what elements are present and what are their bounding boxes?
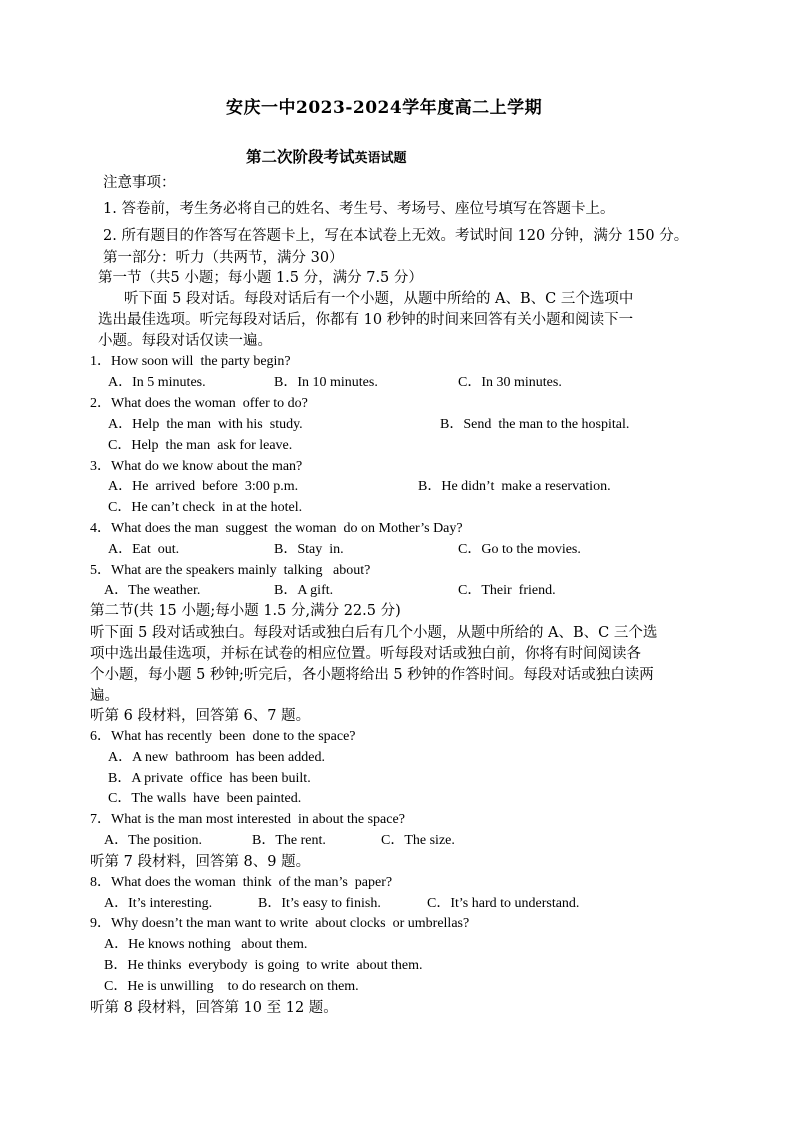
option-c: C．It’s hard to understand.	[427, 896, 580, 911]
option-c: C．He can’t check in at the hotel.	[108, 500, 303, 515]
section2-title: 第二节(共 15 小题;每小题 1.5 分,满分 22.5 分)	[90, 603, 401, 619]
part1-title: 第一部分：听力（共两节，满分 30）	[103, 250, 344, 266]
note-item: 2. 所有题目的作答写在答题卡上，写在本试卷上无效。考试时间 120 分钟，满分 150 分。	[103, 228, 689, 244]
option-c: C．In 30 minutes.	[458, 375, 562, 390]
question-stem: 8．What does the woman think of the man’s paper?	[90, 875, 393, 890]
option-a: A．The weather.	[104, 583, 201, 598]
option-a: A．Eat out.	[108, 542, 180, 557]
section1-instruction: 小题。每段对话仅读一遍。	[98, 333, 272, 349]
option-a: A．The position.	[104, 833, 202, 848]
question-stem: 6．What has recently been done to the space?	[90, 729, 356, 744]
option-b: B．A gift.	[274, 583, 334, 598]
exam-title: 安庆一中2023-2024学年度高二上学期	[226, 98, 543, 118]
notes-heading: 注意事项：	[103, 175, 176, 191]
option-b: B．It’s easy to finish.	[258, 896, 381, 911]
question-stem: 5．What are the speakers mainly talking about?	[90, 563, 371, 578]
option-b: B．Stay in.	[274, 542, 344, 557]
subtitle-main: 第二次阶段考试	[246, 147, 355, 166]
option-c: C．He is unwilling to do research on them.	[104, 979, 359, 994]
option-c: C．The walls have been painted.	[108, 791, 302, 806]
option-c: C．Their friend.	[458, 583, 556, 598]
option-b: B．Send the man to the hospital.	[440, 417, 630, 432]
option-a: A．In 5 minutes.	[108, 375, 206, 390]
option-b: B．The rent.	[252, 833, 326, 848]
option-b: B．In 10 minutes.	[274, 375, 378, 390]
subtitle-subject: 英语试题	[354, 151, 407, 166]
option-c: C．Help the man ask for leave.	[108, 438, 293, 453]
question-stem: 1．How soon will the party begin?	[90, 354, 291, 369]
option-b: B．He didn’t make a reservation.	[418, 479, 611, 494]
exam-subtitle	[246, 147, 407, 169]
section1-title: 第一节（共5 小题；每小题 1.5 分，满分 7.5 分）	[98, 270, 423, 286]
option-b: B．A private office has been built.	[108, 771, 311, 786]
material-label: 听第 6 段材料，回答第 6、7 题。	[90, 708, 311, 724]
question-stem: 3．What do we know about the man?	[90, 459, 303, 474]
question-stem: 4．What does the man suggest the woman do on Mother’s Day?	[90, 521, 463, 536]
section1-instruction: 选出最佳选项。听完每段对话后，你都有 10 秒钟的时间来回答有关小题和阅读下一	[98, 312, 634, 328]
section2-instruction: 项中选出最佳选项，并标在试卷的相应位置。听每段对话或独白前，你将有时间阅读各	[90, 646, 641, 662]
option-a: A．He knows nothing about them.	[104, 937, 308, 952]
option-b: B．He thinks everybody is going to write about them.	[104, 958, 423, 973]
material-label: 听第 8 段材料，回答第 10 至 12 题。	[90, 1000, 338, 1016]
question-stem: 9．Why doesn’t the man want to write about clocks or umbrellas?	[90, 916, 470, 931]
section2-instruction: 个小题，每小题 5 秒钟;听完后，各小题将给出 5 秒钟的作答时间。每段对话或独白读两	[90, 667, 654, 683]
option-c: C．The size.	[381, 833, 455, 848]
section2-instruction: 遍。	[90, 688, 119, 704]
option-a: A．Help the man with his study.	[108, 417, 303, 432]
option-a: A．He arrived before 3:00 p.m.	[108, 479, 299, 494]
option-c: C．Go to the movies.	[458, 542, 581, 557]
option-a: A．It’s interesting.	[104, 896, 213, 911]
question-stem: 2．What does the woman offer to do?	[90, 396, 308, 411]
section1-instruction: 听下面 5 段对话。每段对话后有一个小题，从题中所给的 A、B、C 三个选项中	[124, 291, 634, 307]
material-label: 听第 7 段材料，回答第 8、9 题。	[90, 854, 311, 870]
option-a: A．A new bathroom has been added.	[108, 750, 325, 765]
question-stem: 7．What is the man most interested in about the space?	[90, 812, 405, 827]
section2-instruction: 听下面 5 段对话或独白。每段对话或独白后有几个小题，从题中所给的 A、B、C 三个选	[90, 625, 658, 641]
note-item: 1. 答卷前，考生务必将自己的姓名、考生号、考场号、座位号填写在答题卡上。	[103, 201, 615, 217]
